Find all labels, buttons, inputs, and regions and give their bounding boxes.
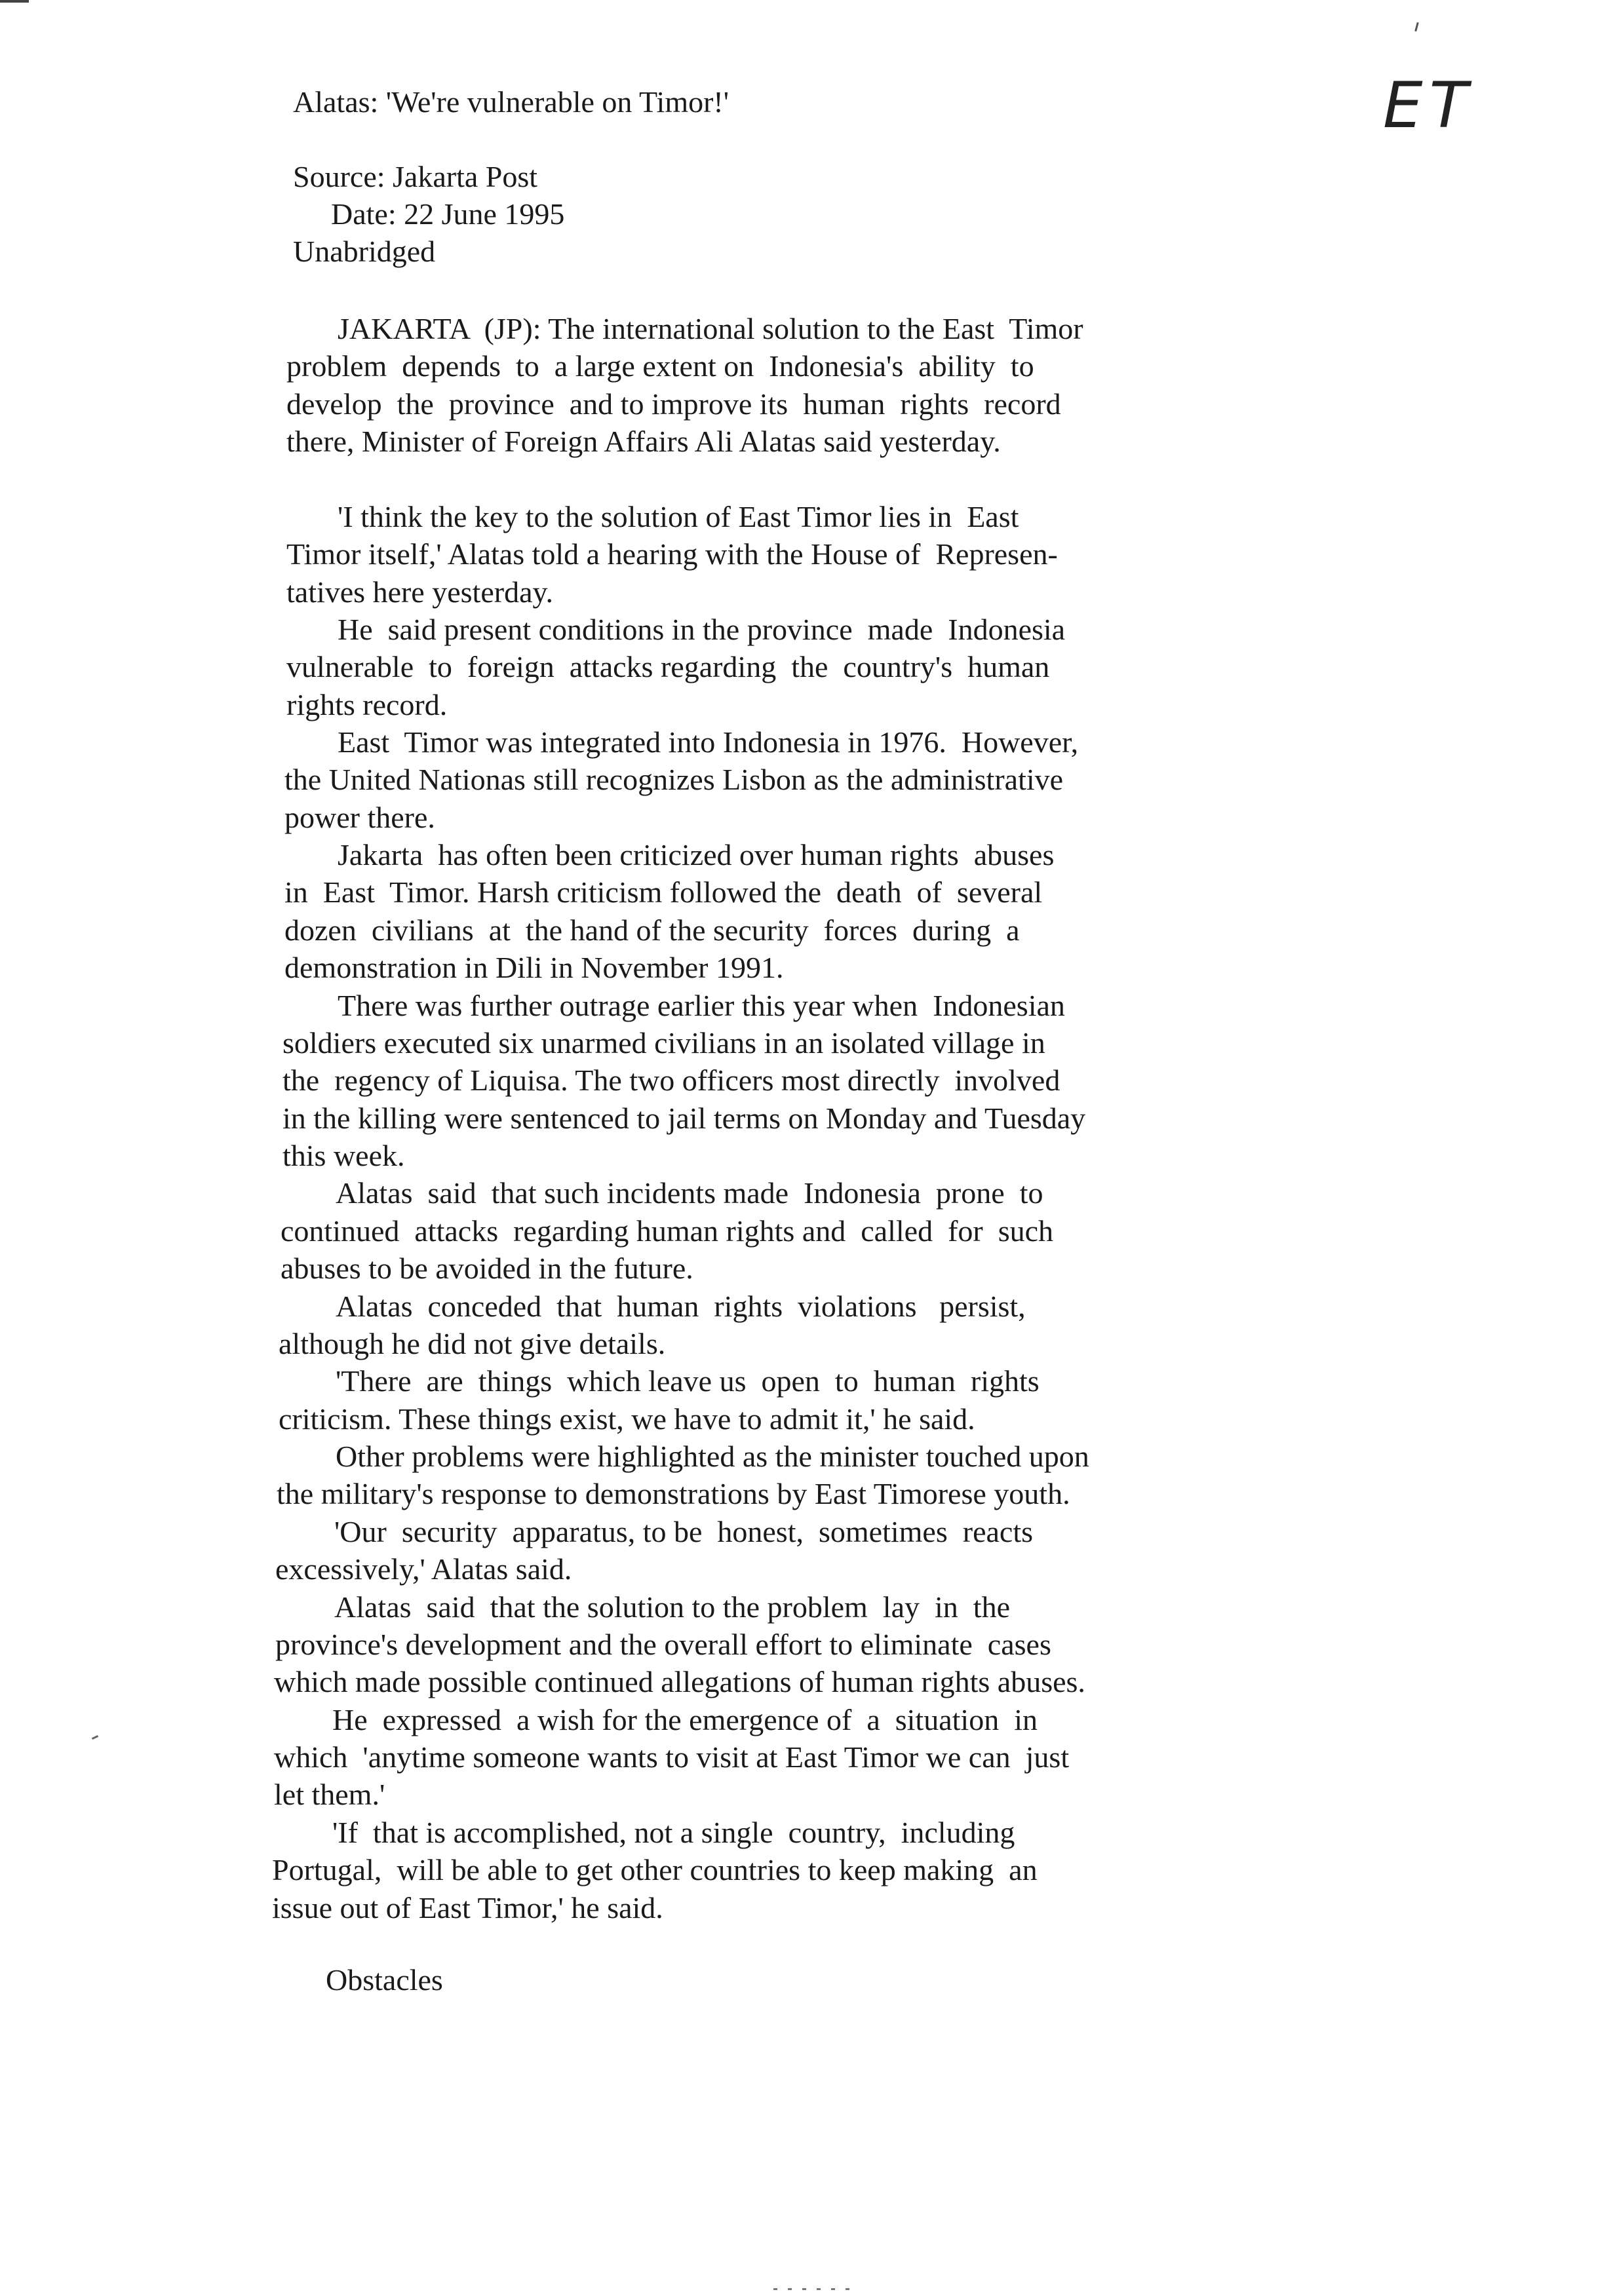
body-line: tatives here yesterday. bbox=[286, 575, 553, 609]
body-line: Alatas said that the solution to the problem lay in the bbox=[334, 1590, 1010, 1624]
body-line: let them.' bbox=[274, 1778, 385, 1811]
body-line: the military's response to demonstrations by East Timorese youth. bbox=[277, 1477, 1070, 1510]
body-line: province's development and the overall effort to eliminate cases bbox=[275, 1628, 1051, 1661]
body-line: excessively,' Alatas said. bbox=[275, 1552, 572, 1586]
body-line: Alatas conceded that human rights violations persist, bbox=[336, 1290, 1026, 1323]
body-line: He said present conditions in the province made Indonesia bbox=[338, 613, 1066, 646]
body-line: vulnerable to foreign attacks regarding the country's human bbox=[286, 650, 1050, 683]
scan-bottom-mark bbox=[773, 2288, 852, 2290]
body-line: in the killing were sentenced to jail terms on Monday and Tuesday bbox=[282, 1101, 1086, 1135]
body-line: this week. bbox=[282, 1139, 405, 1172]
body-line: 'Our security apparatus, to be honest, sometimes reacts bbox=[334, 1515, 1033, 1548]
body-line: abuses to be avoided in the future. bbox=[281, 1252, 693, 1285]
body-line: East Timor was integrated into Indonesia in 1976. However, bbox=[338, 725, 1079, 759]
body-line: criticism. These things exist, we have to admit it,' he said. bbox=[279, 1402, 975, 1436]
article-source: Source: Jakarta Post bbox=[293, 160, 538, 193]
body-line: demonstration in Dili in November 1991. bbox=[284, 951, 784, 984]
body-line: Portugal, will be able to get other countries to keep making an bbox=[272, 1853, 1038, 1886]
article-date: Date: 22 June 1995 bbox=[331, 197, 565, 231]
body-line: which made possible continued allegations of human rights abuses. bbox=[274, 1665, 1085, 1698]
body-line: in East Timor. Harsh criticism followed the death of several bbox=[284, 875, 1043, 909]
body-line: 'There are things which leave us open to human rights bbox=[336, 1364, 1040, 1398]
article-title: Alatas: 'We're vulnerable on Timor!' bbox=[293, 85, 730, 119]
section-subheading: Obstacles bbox=[326, 1963, 443, 1997]
body-line: JAKARTA (JP): The international solution to the East Timor bbox=[338, 312, 1083, 345]
body-line: continued attacks regarding human rights and called for such bbox=[281, 1214, 1054, 1248]
article-edition: Unabridged bbox=[293, 235, 436, 268]
body-line: He expressed a wish for the emergence of a situation in bbox=[332, 1703, 1038, 1736]
body-line: power there. bbox=[284, 801, 435, 834]
body-line: there, Minister of Foreign Affairs Ali Alatas said yesterday. bbox=[286, 425, 1001, 458]
body-line: develop the province and to improve its human rights record bbox=[286, 387, 1061, 421]
body-line: issue out of East Timor,' he said. bbox=[272, 1891, 663, 1924]
scan-margin-mark bbox=[92, 1735, 98, 1740]
body-line: 'If that is accomplished, not a single country, including bbox=[332, 1816, 1015, 1849]
scan-edge-mark bbox=[0, 0, 29, 3]
body-line: Other problems were highlighted as the minister touched upon bbox=[336, 1440, 1089, 1473]
body-line: dozen civilians at the hand of the security forces during a bbox=[284, 913, 1020, 947]
body-line: Alatas said that such incidents made Indonesia prone to bbox=[336, 1176, 1043, 1210]
body-line: the United Nationas still recognizes Lisbon as the administrative bbox=[284, 763, 1064, 796]
body-line: rights record. bbox=[286, 688, 448, 721]
body-line: Timor itself,' Alatas told a hearing with the House of Represen- bbox=[286, 537, 1058, 571]
body-line: 'I think the key to the solution of East Timor lies in East bbox=[338, 500, 1019, 533]
scan-corner-mark bbox=[1414, 22, 1419, 31]
body-line: the regency of Liquisa. The two officers most directly involved bbox=[282, 1063, 1060, 1097]
handwritten-note: ET bbox=[1383, 69, 1475, 142]
body-line: soldiers executed six unarmed civilians in an isolated village in bbox=[282, 1026, 1045, 1060]
body-line: although he did not give details. bbox=[279, 1327, 666, 1360]
body-line: problem depends to a large extent on Indonesia's ability to bbox=[286, 349, 1034, 383]
body-line: There was further outrage earlier this year when Indonesian bbox=[338, 989, 1065, 1022]
body-line: which 'anytime someone wants to visit at East Timor we can just bbox=[274, 1740, 1070, 1774]
body-line: Jakarta has often been criticized over human rights abuses bbox=[338, 838, 1055, 871]
